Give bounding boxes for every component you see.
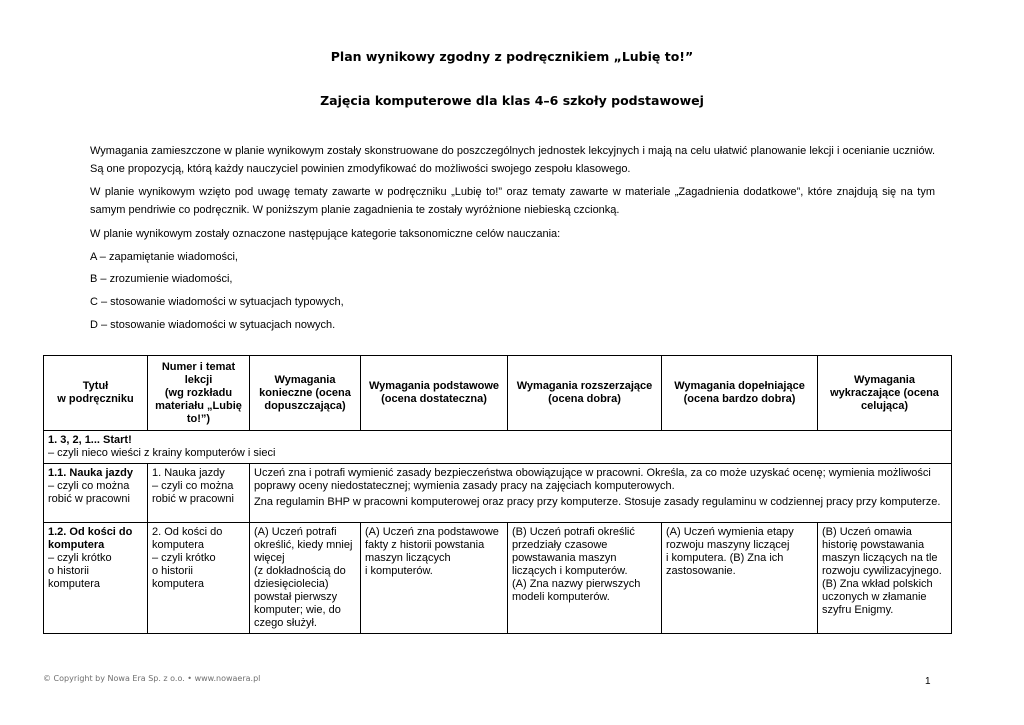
row1-title <box>44 464 148 523</box>
row2-required: (A) Uczeń potrafi określić, kiedy mniej więcej (z dokładnością do dziesięciolecia) powstał pierwszy komputer; wie, do czego służył. <box>250 523 361 634</box>
requirements-table <box>43 355 952 634</box>
row1-lesson: 1. Nauka jazdy – czyli co można robić w pracowni <box>148 464 250 523</box>
row2-extended: (B) Uczeń potrafi określić przedziały czasowe powstawania maszyn liczących i komputerów. (A) Zna nazwy pierwszych modeli komputerów. <box>508 523 662 634</box>
header-exceeding: Wymagania wykraczające (ocena celująca) <box>818 356 952 431</box>
intro-paragraph-3: W planie wynikowym zostały oznaczone następujące kategorie taksonomiczne celów nauczania: <box>90 228 561 240</box>
document-title: Plan wynikowy zgodny z podręcznikiem „Lubię to!” <box>330 49 694 64</box>
row2-exceeding: (B) Uczeń omawia historię powstawania maszyn liczących na tle rozwoju cywilizacyjnego. (B) Zna wkład polskich uczonych w złamanie szyfru Enigmy. <box>818 523 952 634</box>
row1-req-1: Uczeń zna i potrafi wymienić zasady bezpieczeństwa obowiązujące w pracowni. Określa, za co może uzyskać ocenę; wymienia możliwości poprawy oceny niedostatecznej; wymienia zasady pracy na zajęciach komputerowych. <box>254 467 931 492</box>
table-row <box>44 464 952 523</box>
section-row <box>44 431 952 464</box>
row2-basic: (A) Uczeń zna podstawowe fakty z historii powstania maszyn liczących i komputerów. <box>361 523 508 634</box>
row1-title-rest: – czyli co można robić w pracowni <box>48 480 130 505</box>
header-required: Wymagania konieczne (ocena dopuszczająca) <box>250 356 361 431</box>
category-d: D – stosowanie wiadomości w sytuacjach nowych. <box>90 319 336 331</box>
category-b: B – zrozumienie wiadomości, <box>90 273 233 285</box>
section-cell <box>44 431 952 464</box>
page-number: 1 <box>925 676 931 687</box>
row2-title-rest: – czyli krótko o historii komputera <box>48 552 112 590</box>
row1-requirements <box>250 464 952 523</box>
copyright-footer: © Copyright by Nowa Era Sp. z o.o. • www.nowaera.pl <box>43 674 261 683</box>
document-subtitle: Zajęcia komputerowe dla klas 4–6 szkoły podstawowej <box>320 93 704 108</box>
category-c: C – stosowanie wiadomości w sytuacjach typowych, <box>90 296 344 308</box>
section-subtitle: – czyli nieco wieści z krainy komputerów i sieci <box>48 447 276 459</box>
section-title: 1. 3, 2, 1... Start! <box>48 434 132 446</box>
category-a: A – zapamiętanie wiadomości, <box>90 251 238 263</box>
header-basic: Wymagania podstawowe (ocena dostateczna) <box>361 356 508 431</box>
table-header-row <box>44 356 952 431</box>
row1-title-bold: 1.1. Nauka jazdy <box>48 467 133 479</box>
header-lesson: Numer i temat lekcji (wg rozkładu materiału „Lubię to!”) <box>148 356 250 431</box>
row2-title <box>44 523 148 634</box>
row2-lesson: 2. Od kości do komputera – czyli krótko o historii komputera <box>148 523 250 634</box>
header-extended: Wymagania rozszerzające (ocena dobra) <box>508 356 662 431</box>
row2-complementary: (A) Uczeń wymienia etapy rozwoju maszyny liczącej i komputera. (B) Zna ich zastosowanie. <box>662 523 818 634</box>
intro-paragraph-1 <box>90 142 935 178</box>
header-complementary: Wymagania dopełniające (ocena bardzo dobra) <box>662 356 818 431</box>
table-row <box>44 523 952 634</box>
intro-text-2: W planie wynikowym wzięto pod uwagę tematy zawarte w podręczniku „Lubię to!” oraz tematy zawarte w materiale „Zagadnienia dodatkowe”, które znajdują się na tym samym pendriwie co podręcznik. W poniższym planie zagadnienia te zostały wyróżnione niebieską czcionką. <box>90 186 935 216</box>
intro-paragraph-2 <box>90 183 935 219</box>
row1-req-2: Zna regulamin BHP w pracowni komputerowej oraz pracy przy komputerze. Stosuje zasady regulaminu w codziennej pracy przy komputerze. <box>254 496 941 508</box>
intro-text-1: Wymagania zamieszczone w planie wynikowym zostały skonstruowane do poszczególnych jednostek lekcyjnych i mają na celu ułatwić planowanie lekcji i ocenianie uczniów. Są one propozycją, którą każdy nauczyciel powinien zmodyfikować do możliwości swojego zespołu klasowego. <box>90 145 935 175</box>
header-title: Tytuł w podręczniku <box>44 356 148 431</box>
row2-title-bold: 1.2. Od kości do komputera <box>48 526 133 551</box>
